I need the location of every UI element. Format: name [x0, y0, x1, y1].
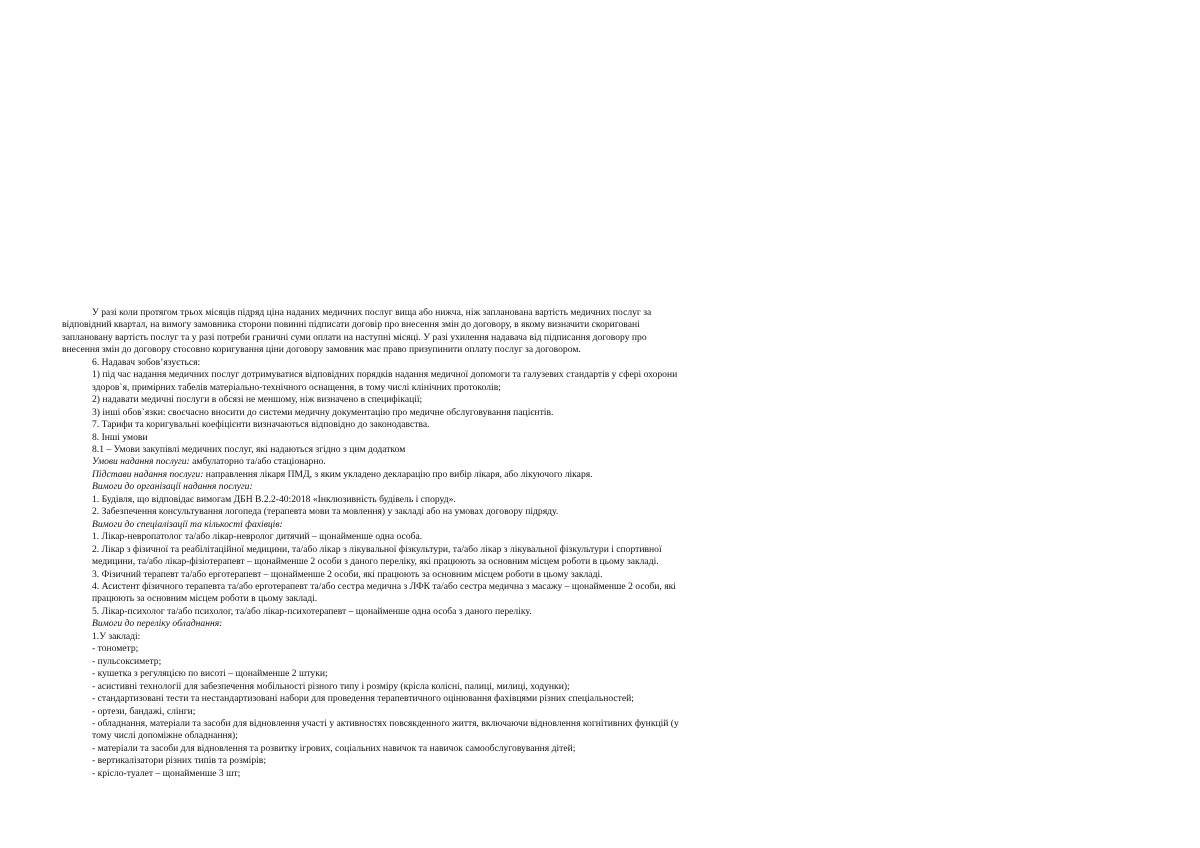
equipment-item: тому числі допоміжне обладнання);: [92, 730, 238, 742]
conditions-line: [62, 456, 772, 468]
paragraph-line: заплановану вартість послуг та у разі потреби граничні суми оплати на наступні місяці. У разі ухилення надавача від підписання договору про: [62, 331, 647, 343]
conditions-label: Умови надання послуги:: [92, 456, 190, 468]
paragraph-line: відповідний квартал, на вимогу замовника сторони повинні підписати договір про внесення змін до договору, в якому визначити скориговані: [62, 319, 640, 331]
section-heading: 6. Надавач зобов’язується:: [92, 356, 201, 368]
equipment-item: - пульсоксиметр;: [92, 655, 162, 667]
equipment-item: - асистивні технології для забезпечення мобільності різного типу і розміру (крісла колісні, палиці, милиці, ходунки);: [92, 680, 570, 692]
staff-requirement-item: 1. Лікар-невропатолог та/або лікар-невролог дитячий – щонайменше одна особа.: [92, 531, 423, 543]
document-text: [62, 307, 772, 780]
equipment-item: - крісло-туалет – щонайменше 3 шт;: [92, 767, 241, 779]
equipment-heading: Вимоги до переліку обладнання:: [92, 618, 223, 630]
staff-requirements-heading: Вимоги до спеціалізації та кількості фахівців:: [92, 518, 283, 530]
org-requirement-item: 1. Будівля, що відповідає вимогам ДБН В.2.2-40:2018 «Інклюзивність будівель і споруд».: [92, 493, 456, 505]
equipment-item: - тонометр;: [92, 643, 139, 655]
staff-requirement-item: 2. Лікар з фізичної та реабілітаційної медицини, та/або лікар з лікувальної фізкультури, та/або лікар з лікувальної фізкультури і спортивної: [92, 543, 662, 555]
paragraph-line: внесення змін до договору стосовно коригування ціни договору замовник має право призупинити оплату послуг за договором.: [62, 344, 581, 356]
org-requirement-item: 2. Забезпечення консультування логопеда (терапевта мови та мовлення) у закладі або на умовах договору підряду.: [92, 506, 559, 518]
org-requirements-heading: Вимоги до організації надання послуги:: [92, 481, 253, 493]
paragraph-line: 7. Тарифи та коригувальні коефіцієнти визначаються відповідно до законодавства.: [92, 419, 430, 431]
paragraph-line: 8.1 – Умови закупівлі медичних послуг, які надаються згідно з цим додатком: [92, 443, 406, 455]
equipment-item: - кушетка з регуляцією по висоті – щонайменше 2 штуки;: [92, 668, 328, 680]
paragraph-line: 1) під час надання медичних послуг дотримуватися відповідних порядків надання медичної допомоги та галузевих стандартів у сфері охорони: [92, 369, 678, 381]
grounds-label: Підстави надання послуги:: [92, 468, 204, 480]
paragraph-line: У разі коли протягом трьох місяців підряд ціна наданих медичних послуг вища або нижча, ніж запланована вартість медичних послуг за: [92, 307, 652, 318]
equipment-item: 1.У закладі:: [92, 630, 141, 642]
staff-requirement-item: працюють за основним місцем роботи в цьому закладі.: [92, 593, 318, 605]
staff-requirement-item: 3. Фізичний терапевт та/або ерготерапевт – щонайменше 2 особи, які працюють за основним місцем роботи в цьому закладі.: [92, 568, 603, 580]
conditions-value: амбулаторно та/або стаціонарно.: [189, 456, 326, 468]
grounds-value: направлення лікаря ПМД, з яким укладено декларацію про вибір лікаря, або лікуючого лікаря.: [203, 468, 593, 480]
staff-requirement-item: 4. Асистент фізичного терапевта та/або ерготерапевт та/або сестра медична з ЛФК та/або сестра медична з масажу – щонайменше 2 особи, які: [92, 580, 676, 592]
grounds-line: [62, 469, 772, 481]
staff-requirement-item: 5. Лікар-психолог та/або психолог, та/або лікар-психотерапевт – щонайменше одна особа з даного переліку.: [92, 605, 532, 617]
equipment-item: - матеріали та засоби для відновлення та розвитку ігрових, соціальних навичок та навичок самообслуговування дітей;: [92, 742, 576, 754]
equipment-item: - вертикалізатори різних типів та розмірів;: [92, 755, 267, 767]
equipment-item: - стандартизовані тести та нестандартизовані набори для проведення терапевтичного оцінювання фахівцями різних спеціальностей;: [92, 693, 634, 705]
staff-requirement-item: медицини, та/або лікар-фізіотерапевт – щонайменше 2 особи з даного переліку, які працюють за основним місцем роботи в цьому закладі.: [92, 556, 659, 568]
equipment-item: - ортези, бандажі, слінги;: [92, 705, 196, 717]
paragraph-line: 3) інші обов`язки: своєчасно вносити до системи медичну документацію про медичне обслуговування пацієнтів.: [92, 406, 554, 418]
paragraph-line: 2) надавати медичні послуги в обсязі не меншому, ніж визначено в специфікації;: [92, 394, 423, 406]
equipment-item: - обладнання, матеріали та засоби для відновлення участі у активностях повсякденного життя, включаючи відновлення когнітивних функцій (у: [92, 717, 679, 729]
paragraph-line: здоров`я, примірних табелів матеріально-технічного оснащення, в тому числі клінічних протоколів;: [92, 381, 501, 393]
section-heading: 8. Інші умови: [92, 431, 148, 443]
